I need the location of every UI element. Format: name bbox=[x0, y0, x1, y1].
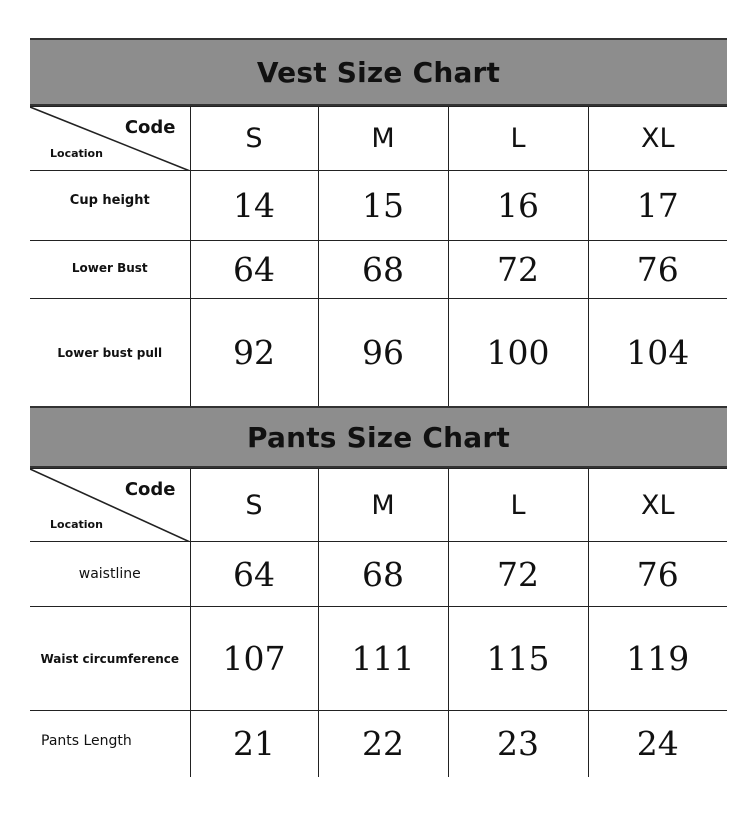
vest-corner-code: Code bbox=[124, 117, 176, 138]
pants-title-bar bbox=[30, 406, 727, 468]
vest-size-chart bbox=[30, 38, 727, 407]
vest-corner-location: Location bbox=[50, 147, 103, 160]
vest-row-label: Lower bust pull bbox=[30, 299, 190, 407]
pants-size-header: L bbox=[448, 469, 588, 542]
pants-size-header: S bbox=[190, 469, 318, 542]
pants-cell: 22 bbox=[318, 711, 448, 777]
pants-cell: 72 bbox=[448, 542, 588, 607]
pants-row-label: Waist circumference bbox=[30, 607, 190, 711]
vest-header-row bbox=[30, 107, 727, 171]
vest-cell: 76 bbox=[588, 241, 727, 299]
vest-cell: 100 bbox=[448, 299, 588, 407]
vest-title: Vest Size Chart bbox=[256, 55, 501, 89]
vest-cell: 15 bbox=[318, 171, 448, 241]
vest-cell: 104 bbox=[588, 299, 727, 407]
pants-size-header: M bbox=[318, 469, 448, 542]
pants-cell: 68 bbox=[318, 542, 448, 607]
pants-size-header: XL bbox=[588, 469, 727, 542]
vest-title-bar bbox=[30, 38, 727, 106]
vest-cell: 14 bbox=[190, 171, 318, 241]
vest-table bbox=[30, 106, 727, 407]
pants-cell: 21 bbox=[190, 711, 318, 777]
pants-corner-code: Code bbox=[124, 479, 176, 500]
pants-cell: 111 bbox=[318, 607, 448, 711]
vest-row-label: Cup height bbox=[30, 171, 190, 241]
vest-size-header: S bbox=[190, 107, 318, 171]
vest-cell: 72 bbox=[448, 241, 588, 299]
pants-cell: 119 bbox=[588, 607, 727, 711]
pants-title: Pants Size Chart bbox=[247, 420, 510, 454]
pants-cell: 23 bbox=[448, 711, 588, 777]
vest-size-header: XL bbox=[588, 107, 727, 171]
pants-table bbox=[30, 468, 727, 777]
pants-row bbox=[30, 711, 727, 777]
pants-corner-cell bbox=[30, 469, 190, 542]
pants-header-row bbox=[30, 469, 727, 542]
pants-row-label: waistline bbox=[30, 542, 190, 607]
pants-cell: 76 bbox=[588, 542, 727, 607]
vest-row bbox=[30, 299, 727, 407]
vest-size-header: L bbox=[448, 107, 588, 171]
pants-cell: 24 bbox=[588, 711, 727, 777]
vest-row bbox=[30, 171, 727, 241]
vest-cell: 17 bbox=[588, 171, 727, 241]
vest-cell: 64 bbox=[190, 241, 318, 299]
pants-cell: 115 bbox=[448, 607, 588, 711]
vest-cell: 96 bbox=[318, 299, 448, 407]
pants-cell: 107 bbox=[190, 607, 318, 711]
vest-size-header: M bbox=[318, 107, 448, 171]
pants-cell: 64 bbox=[190, 542, 318, 607]
pants-row bbox=[30, 607, 727, 711]
pants-row bbox=[30, 542, 727, 607]
vest-cell: 92 bbox=[190, 299, 318, 407]
pants-row-label: Pants Length bbox=[30, 711, 190, 777]
vest-row bbox=[30, 241, 727, 299]
vest-row-label: Lower Bust bbox=[30, 241, 190, 299]
vest-cell: 68 bbox=[318, 241, 448, 299]
vest-cell: 16 bbox=[448, 171, 588, 241]
pants-corner-location: Location bbox=[50, 518, 103, 531]
pants-size-chart bbox=[30, 406, 727, 777]
vest-corner-cell bbox=[30, 107, 190, 171]
